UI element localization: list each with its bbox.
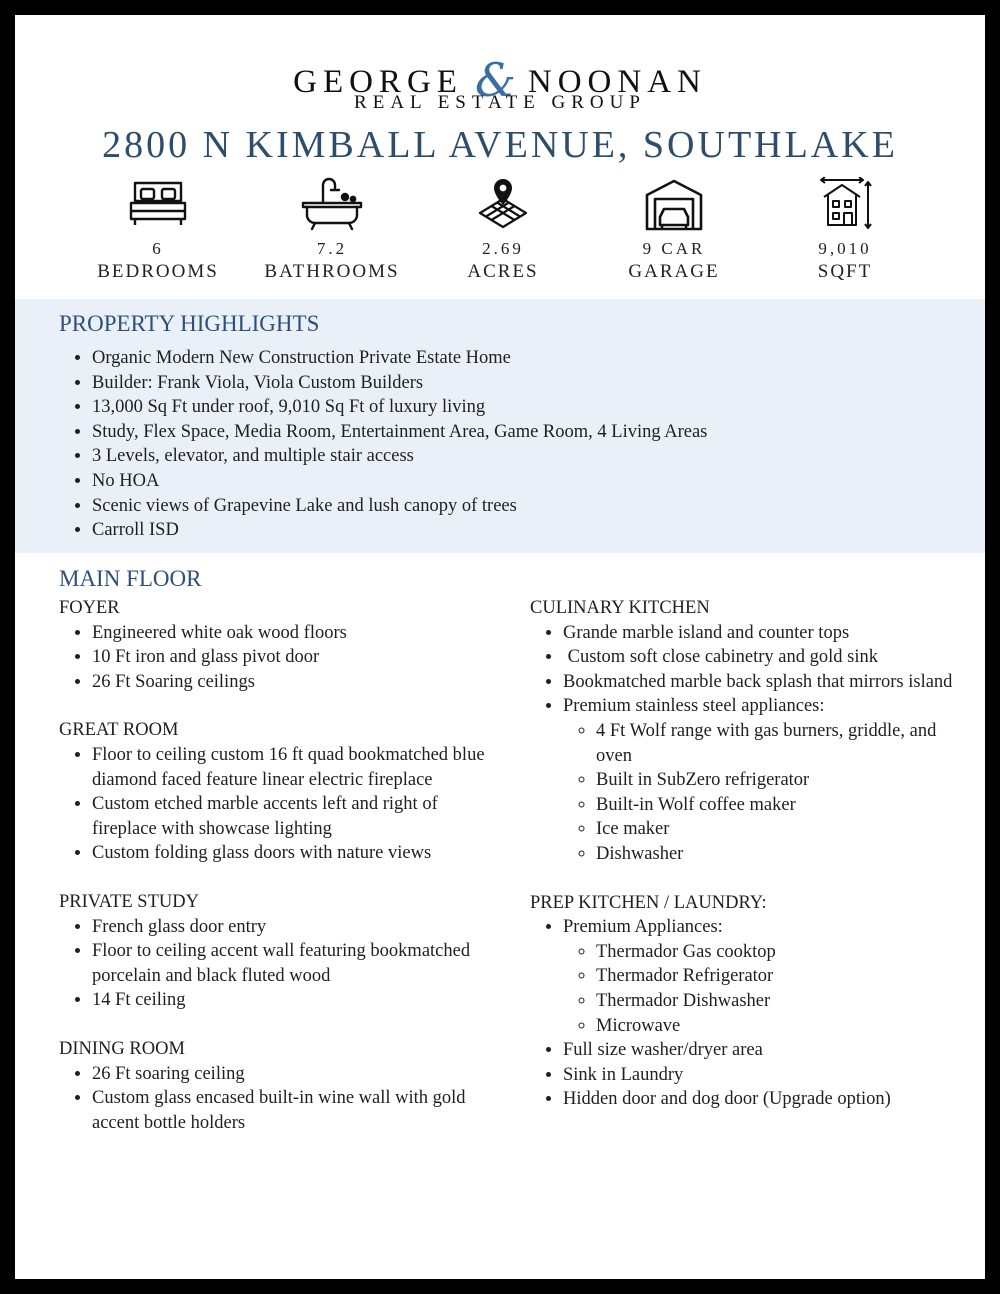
stat-value: 7.2 xyxy=(316,239,348,258)
property-highlights-panel xyxy=(15,299,985,553)
list-item: • Sink in Laundry xyxy=(563,1063,960,1088)
stat-value: 2.69 xyxy=(482,239,524,258)
brand-name-left: GEORGE xyxy=(293,64,463,100)
flyer-page xyxy=(15,15,985,1279)
list-item: • Bookmatched marble back splash that mirrors island xyxy=(563,670,960,695)
list-item: ◦ Thermador Dishwasher xyxy=(596,989,960,1014)
list-item: • Full size washer/dryer area xyxy=(563,1038,960,1063)
room-foyer xyxy=(59,596,504,694)
house-size-icon xyxy=(814,177,876,233)
room-private-study xyxy=(59,890,504,1013)
main-floor-right-column xyxy=(530,596,960,1136)
stat-label: SQFT xyxy=(817,261,873,282)
brand-name-right: NOONAN xyxy=(527,64,707,100)
room-features xyxy=(59,1062,504,1136)
list-item: ◦ Dishwasher xyxy=(596,842,960,867)
stat-value: 9 CAR xyxy=(642,239,706,258)
room-title: DINING ROOM xyxy=(59,1038,185,1059)
list-item: • Custom glass encased built-in wine wall with gold accent bottle holders xyxy=(92,1086,504,1135)
list-item: • Grande marble island and counter tops xyxy=(563,621,960,646)
stat-value: 9,010 xyxy=(818,239,872,258)
bed-icon xyxy=(127,177,189,233)
highlights-list xyxy=(59,346,985,543)
list-item: • 13,000 Sq Ft under roof, 9,010 Sq Ft of luxury living xyxy=(92,395,985,420)
stat-acres xyxy=(418,177,588,283)
land-pin-icon xyxy=(472,177,534,233)
list-item: ◦ Microwave xyxy=(596,1014,960,1039)
appliance-list xyxy=(563,719,960,867)
list-item: • Custom etched marble accents left and right of fireplace with showcase lighting xyxy=(92,792,504,841)
list-item: ◦ Built in SubZero refrigerator xyxy=(596,768,960,793)
room-features xyxy=(530,915,960,1112)
stat-label: ACRES xyxy=(467,261,539,282)
room-title: GREAT ROOM xyxy=(59,720,179,741)
garage-icon xyxy=(643,177,705,233)
stat-garage xyxy=(589,177,759,283)
list-item: ◦ Built-in Wolf coffee maker xyxy=(596,793,960,818)
list-item: • Engineered white oak wood floors xyxy=(92,621,504,646)
bathtub-icon xyxy=(301,177,363,233)
list-item: • French glass door entry xyxy=(92,915,504,940)
list-item: • 26 Ft soaring ceiling xyxy=(92,1062,504,1087)
main-floor-left-column xyxy=(59,596,504,1159)
room-great-room xyxy=(59,718,504,866)
list-item xyxy=(563,694,960,866)
room-title: PRIVATE STUDY xyxy=(59,891,199,912)
list-item-text: Premium stainless steel appliances: xyxy=(563,696,825,717)
property-stats xyxy=(15,177,985,297)
stat-bedrooms xyxy=(73,177,243,283)
list-item xyxy=(563,915,960,1038)
list-item: • Builder: Frank Viola, Viola Custom Builders xyxy=(92,371,985,396)
brand-subtitle: REAL ESTATE GROUP xyxy=(354,92,646,113)
list-item: • 14 Ft ceiling xyxy=(92,988,504,1013)
stat-bathrooms xyxy=(247,177,417,283)
brand-ampersand: & xyxy=(474,53,516,107)
list-item-text: Premium Appliances: xyxy=(563,917,723,938)
stat-label: BATHROOMS xyxy=(264,261,400,282)
property-address: 2800 N KIMBALL AVENUE, SOUTHLAKE xyxy=(102,124,898,166)
list-item: • Organic Modern New Construction Private Estate Home xyxy=(92,346,985,371)
list-item: • Carroll ISD xyxy=(92,518,985,543)
list-item: ◦ Ice maker xyxy=(596,817,960,842)
room-features xyxy=(59,621,504,695)
section-title-main-floor: MAIN FLOOR xyxy=(59,566,202,591)
stat-label: BEDROOMS xyxy=(97,261,219,282)
list-item: • Custom folding glass doors with nature views xyxy=(92,841,504,866)
list-item: • Study, Flex Space, Media Room, Entertainment Area, Game Room, 4 Living Areas xyxy=(92,420,985,445)
list-item: • 26 Ft Soaring ceilings xyxy=(92,670,504,695)
room-features xyxy=(59,915,504,1013)
list-item: ◦ Thermador Refrigerator xyxy=(596,964,960,989)
room-prep-kitchen xyxy=(530,891,960,1112)
list-item: • No HOA xyxy=(92,469,985,494)
room-features xyxy=(530,621,960,867)
section-title-highlights: PROPERTY HIGHLIGHTS xyxy=(59,311,320,336)
list-item: ◦ 4 Ft Wolf range with gas burners, griddle, and oven xyxy=(596,719,960,768)
room-dining-room xyxy=(59,1037,504,1135)
list-item: • Custom soft close cabinetry and gold sink xyxy=(563,645,960,670)
stat-sqft xyxy=(760,177,930,283)
list-item: • Floor to ceiling accent wall featuring bookmatched porcelain and black fluted wood xyxy=(92,939,504,988)
stat-value: 6 xyxy=(152,239,164,258)
room-title: CULINARY KITCHEN xyxy=(530,598,710,618)
list-item: ◦ Thermador Gas cooktop xyxy=(596,940,960,965)
room-features xyxy=(59,743,504,866)
list-item: • Scenic views of Grapevine Lake and lush canopy of trees xyxy=(92,494,985,519)
room-title: PREP KITCHEN / LAUNDRY: xyxy=(530,892,767,913)
list-item: • Hidden door and dog door (Upgrade option) xyxy=(563,1087,960,1112)
room-title: FOYER xyxy=(59,598,120,618)
list-item: • Floor to ceiling custom 16 ft quad bookmatched blue diamond faced feature linear electric fireplace xyxy=(92,743,504,792)
appliance-list xyxy=(563,940,960,1038)
list-item: • 10 Ft iron and glass pivot door xyxy=(92,645,504,670)
room-culinary-kitchen xyxy=(530,596,960,867)
list-item: • 3 Levels, elevator, and multiple stair access xyxy=(92,444,985,469)
stat-label: GARAGE xyxy=(628,261,720,282)
